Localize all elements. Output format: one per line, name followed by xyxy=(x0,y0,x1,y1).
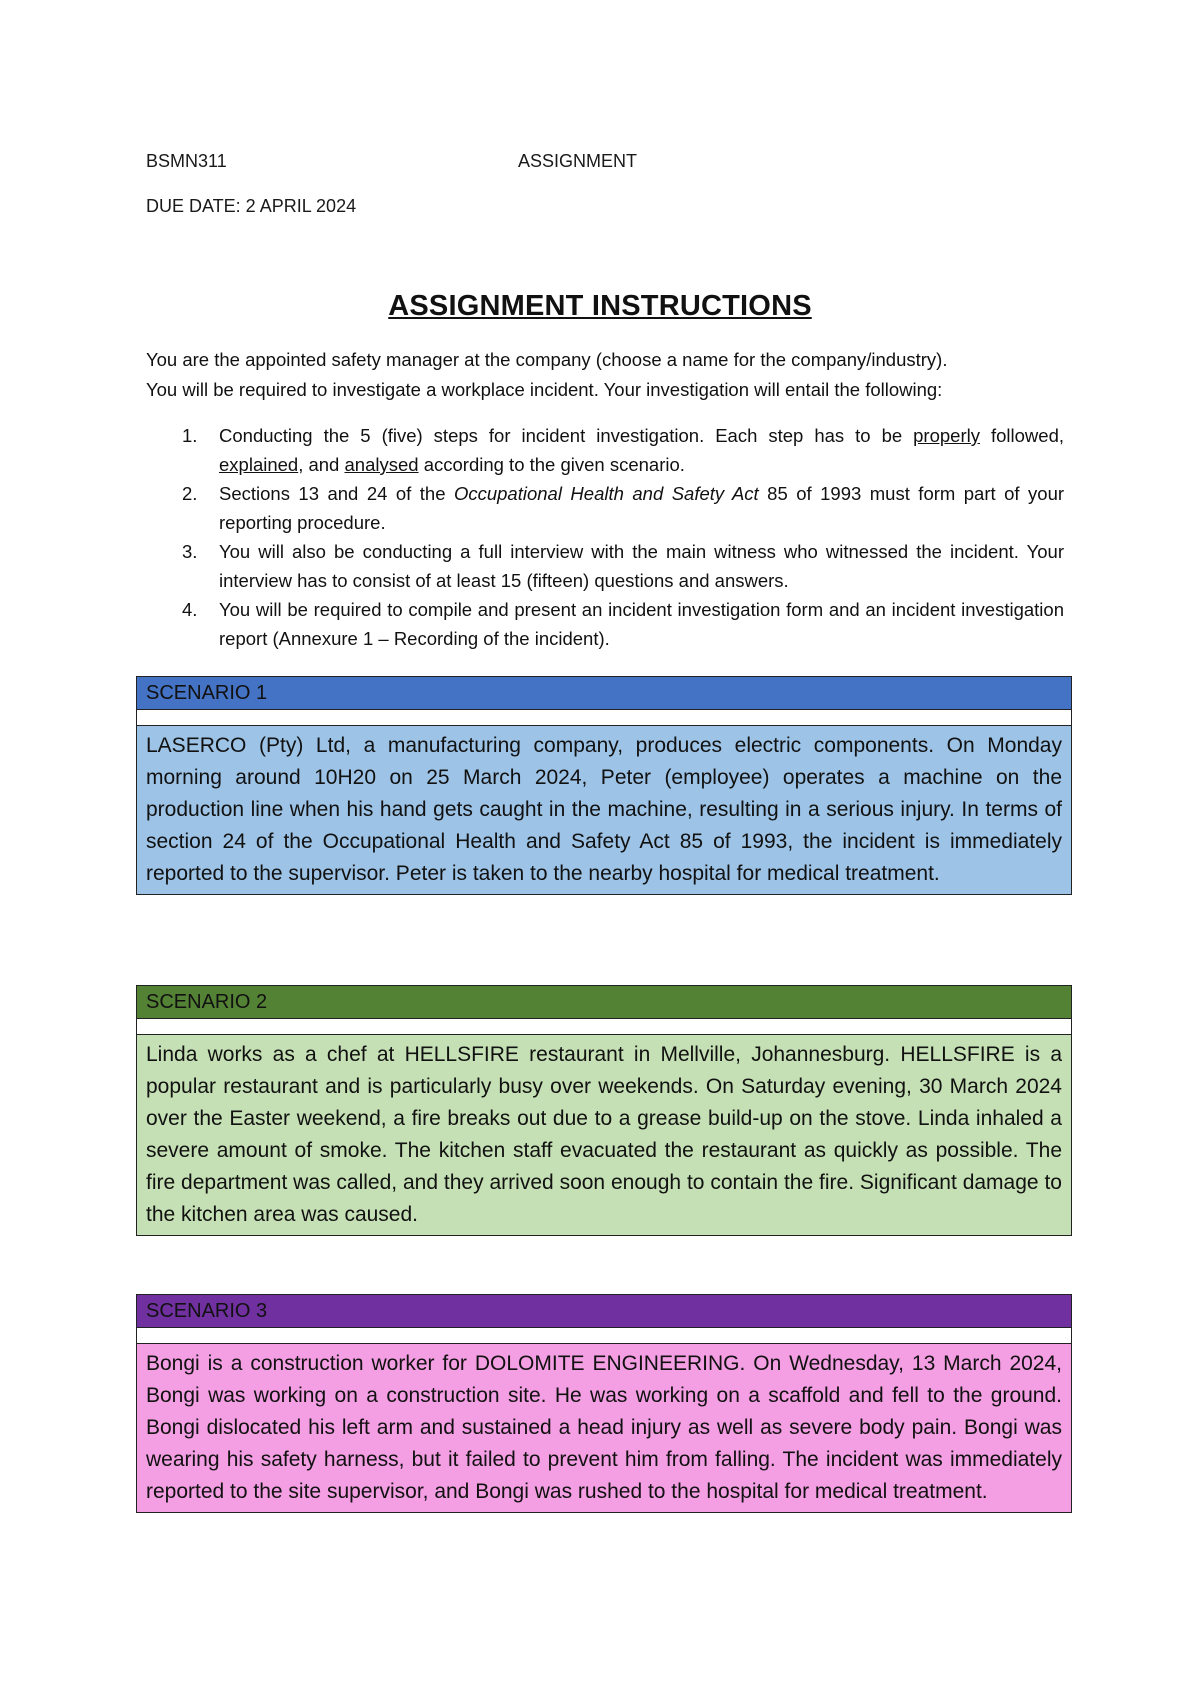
list-item-number: 3. xyxy=(182,541,198,562)
intro-paragraph xyxy=(146,345,1064,405)
scenario-heading: SCENARIO 2 xyxy=(137,986,1071,1019)
page-title: ASSIGNMENT INSTRUCTIONS xyxy=(388,290,812,322)
list-item-number: 1. xyxy=(182,425,198,446)
act-title-italic: Occupational Health and Safety Act xyxy=(453,483,759,504)
scenario-divider xyxy=(137,710,1071,726)
scenario-divider xyxy=(137,1328,1071,1344)
intro-line-2: You will be required to investigate a workplace incident. Your investigation will entail the following: xyxy=(146,379,943,400)
scenario-text: LASERCO (Pty) Ltd, a manufacturing company, produces electric components. On Monday morning around 10H20 on 25 March 2024, Peter (employee) operates a machine on the production line when his hand gets caught in the machine, resulting in a serious injury. In terms of section 24 of the Occupational Health and Safety Act 85 of 1993, the incident is immediately reported to the supervisor. Peter is taken to the nearby hospital for medical treatment. xyxy=(137,726,1071,894)
due-date: DUE DATE: 2 APRIL 2024 xyxy=(146,196,357,216)
list-item: 3. You will also be conducting a full interview with the main witness who witnessed the incident. Your interview has to consist of at least 15 (fifteen) questions and answers. xyxy=(146,537,1064,595)
list-item-number: 2. xyxy=(182,483,198,504)
scenario-heading: SCENARIO 3 xyxy=(137,1295,1071,1328)
intro-line-1: You are the appointed safety manager at the company (choose a name for the company/industry). xyxy=(146,349,948,370)
scenario-box-1 xyxy=(136,676,1072,895)
scenario-heading: SCENARIO 1 xyxy=(137,677,1071,710)
instruction-list xyxy=(146,421,1064,653)
course-code: BSMN311 xyxy=(146,151,227,171)
document-type: ASSIGNMENT xyxy=(518,151,638,171)
scenario-divider xyxy=(137,1019,1071,1035)
list-item: 1. Conducting the 5 (five) steps for incident investigation. Each step has to be properly followed, explained, and analysed according to the given scenario. xyxy=(146,421,1064,479)
scenario-box-3 xyxy=(136,1294,1072,1513)
underlined-term: properly xyxy=(913,425,980,446)
underlined-term: analysed xyxy=(344,454,419,475)
scenario-text: Linda works as a chef at HELLSFIRE restaurant in Mellville, Johannesburg. HELLSFIRE is a popular restaurant and is particularly busy over weekends. On Saturday evening, 30 March 2024 over the Easter weekend, a fire breaks out due to a grease build-up on the stove. Linda inhaled a severe amount of smoke. The kitchen staff evacuated the restaurant as quickly as possible. The fire department was called, and they arrived soon enough to contain the fire. Significant damage to the kitchen area was caused. xyxy=(137,1035,1071,1235)
scenario-text: Bongi is a construction worker for DOLOMITE ENGINEERING. On Wednesday, 13 March 2024, Bongi was working on a construction site. He was working on a scaffold and fell to the ground. Bongi dislocated his left arm and sustained a head injury as well as severe body pain. Bongi was wearing his safety harness, but it failed to prevent him from falling. The incident was immediately reported to the site supervisor, and Bongi was rushed to the hospital for medical treatment. xyxy=(137,1344,1071,1512)
list-item-number: 4. xyxy=(182,599,198,620)
list-item: 2. Sections 13 and 24 of the Occupational Health and Safety Act 85 of 1993 must form part of your reporting procedure. xyxy=(146,479,1064,537)
underlined-term: explained xyxy=(219,454,299,475)
scenario-box-2 xyxy=(136,985,1072,1236)
list-item: 4. You will be required to compile and present an incident investigation form and an incident investigation report (Annexure 1 – Recording of the incident). xyxy=(146,595,1064,653)
